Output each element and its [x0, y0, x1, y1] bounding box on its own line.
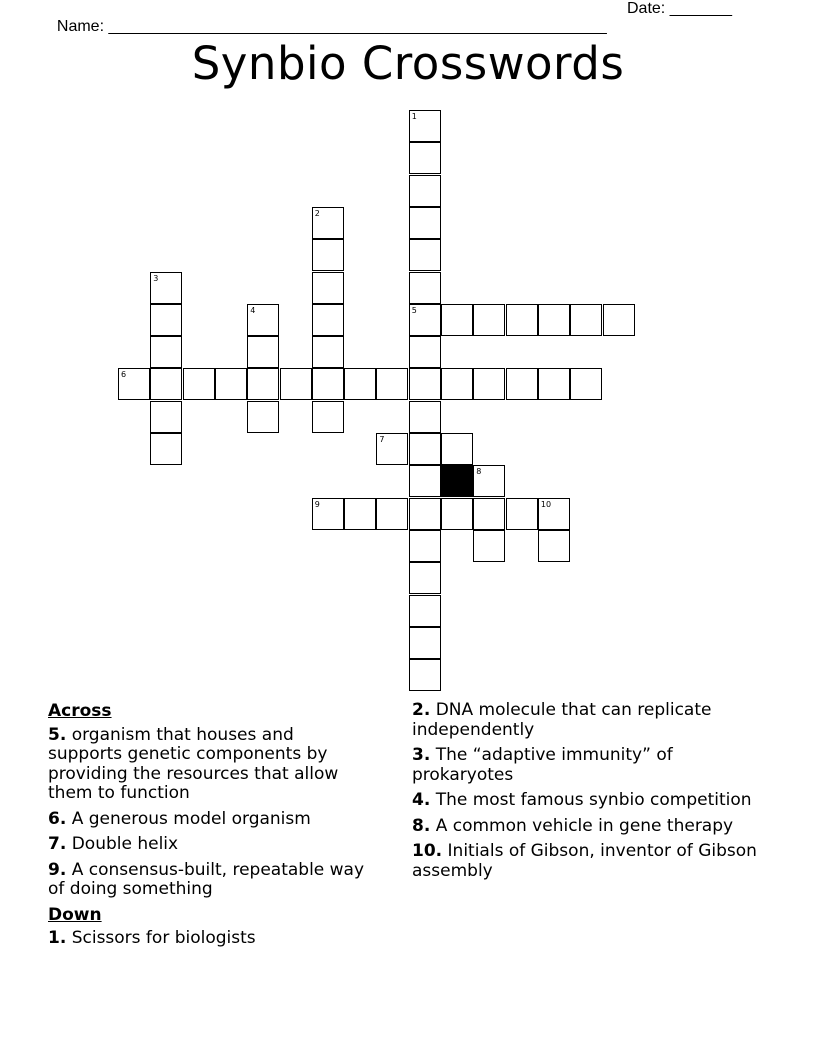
clues-right-column — [412, 701, 757, 887]
clue-across-6: 6. A generous model organism — [48, 808, 311, 829]
grid-cell[interactable] — [150, 304, 182, 336]
black-square — [441, 465, 473, 497]
clue-number: 3 — [153, 273, 159, 283]
clue-down-2: 2. DNA molecule that can replicate independently — [412, 700, 712, 740]
grid-cell[interactable] — [441, 498, 473, 530]
grid-cell[interactable] — [409, 627, 441, 659]
clues-left-column — [48, 701, 368, 955]
grid-cell[interactable] — [247, 336, 279, 368]
grid-cell[interactable] — [344, 368, 376, 400]
grid-cell[interactable] — [409, 142, 441, 174]
grid-cell[interactable] — [312, 401, 344, 433]
grid-cell[interactable] — [150, 433, 182, 465]
grid-cell[interactable] — [409, 433, 441, 465]
grid-cell[interactable] — [409, 110, 441, 142]
grid-cell[interactable] — [570, 304, 602, 336]
grid-cell[interactable] — [409, 272, 441, 304]
grid-cell[interactable] — [280, 368, 312, 400]
grid-cell[interactable] — [409, 239, 441, 271]
grid-cell[interactable] — [409, 336, 441, 368]
grid-cell[interactable] — [409, 368, 441, 400]
grid-cell[interactable] — [150, 401, 182, 433]
grid-cell[interactable] — [473, 465, 505, 497]
grid-cell[interactable] — [312, 368, 344, 400]
grid-cell[interactable] — [538, 368, 570, 400]
clue-number: 8 — [476, 467, 482, 477]
grid-cell[interactable] — [312, 336, 344, 368]
grid-cell[interactable] — [247, 368, 279, 400]
grid-cell[interactable] — [441, 433, 473, 465]
grid-cell[interactable] — [376, 368, 408, 400]
grid-cell[interactable] — [538, 304, 570, 336]
grid-cell[interactable] — [150, 272, 182, 304]
grid-cell[interactable] — [538, 498, 570, 530]
grid-cell[interactable] — [376, 498, 408, 530]
clue-down-3: 3. The “adaptive immunity” of prokaryotes — [412, 745, 673, 785]
clue-down-1: 1. Scissors for biologists — [48, 928, 256, 948]
clue-number: 4 — [250, 305, 256, 315]
grid-cell[interactable] — [150, 336, 182, 368]
grid-cell[interactable] — [118, 368, 150, 400]
grid-cell[interactable] — [247, 401, 279, 433]
grid-cell[interactable] — [409, 401, 441, 433]
across-heading: Across — [48, 701, 112, 721]
down-clue-list-left — [48, 929, 368, 949]
name-field-label: Name: ________________________________________________________ — [56, 18, 607, 35]
grid-cell[interactable] — [312, 239, 344, 271]
clue-number: 9 — [314, 499, 320, 509]
grid-cell[interactable] — [409, 207, 441, 239]
grid-cell[interactable] — [409, 465, 441, 497]
grid-cell[interactable] — [506, 368, 538, 400]
grid-cell[interactable] — [538, 530, 570, 562]
grid-cell[interactable] — [409, 530, 441, 562]
clue-down-8: 8. A common vehicle in gene therapy — [412, 815, 734, 836]
grid-cell[interactable] — [183, 368, 215, 400]
grid-cell[interactable] — [376, 433, 408, 465]
clue-across-5: 5. organism that houses and supports genetic components by providing the resources that allow them to function — [48, 724, 339, 803]
grid-cell[interactable] — [441, 368, 473, 400]
clue-number: 5 — [411, 305, 417, 315]
clue-number: 7 — [379, 435, 385, 444]
grid-cell[interactable] — [409, 595, 441, 627]
grid-cell[interactable] — [312, 498, 344, 530]
grid-cell[interactable] — [570, 368, 602, 400]
grid-cell[interactable] — [409, 175, 441, 207]
grid-cell[interactable] — [473, 498, 505, 530]
clue-down-4: 4. The most famous synbio competition — [412, 790, 752, 810]
clue-number: 2 — [314, 208, 320, 218]
clue-across-9: 9. A consensus-built, repeatable way of doing something — [48, 859, 365, 899]
grid-cell[interactable] — [312, 207, 344, 239]
clue-across-7: 7. Double helix — [48, 834, 179, 854]
clue-number: 1 — [411, 112, 417, 121]
clue-down-10: 10. Initials of Gibson, inventor of Gibson assembly — [412, 841, 757, 881]
clue-number: 10 — [540, 499, 552, 509]
grid-cell[interactable] — [506, 498, 538, 530]
grid-cell[interactable] — [409, 659, 441, 691]
grid-cell[interactable] — [150, 368, 182, 400]
grid-cell[interactable] — [409, 304, 441, 336]
date-field-label: Date: _______ — [627, 0, 732, 17]
grid-cell[interactable] — [312, 272, 344, 304]
grid-cell[interactable] — [344, 498, 376, 530]
grid-cell[interactable] — [215, 368, 247, 400]
grid-cell[interactable] — [506, 304, 538, 336]
grid-cell[interactable] — [473, 530, 505, 562]
grid-cell[interactable] — [473, 368, 505, 400]
page-title: Synbio Crosswords — [191, 37, 625, 90]
across-clue-list — [48, 726, 368, 900]
grid-cell[interactable] — [409, 498, 441, 530]
grid-cell[interactable] — [247, 304, 279, 336]
clue-number: 6 — [121, 370, 127, 380]
grid-cell[interactable] — [473, 304, 505, 336]
grid-cell[interactable] — [312, 304, 344, 336]
grid-cell[interactable] — [441, 304, 473, 336]
down-heading: Down — [48, 904, 102, 925]
grid-cell[interactable] — [603, 304, 635, 336]
grid-cell[interactable] — [409, 562, 441, 594]
